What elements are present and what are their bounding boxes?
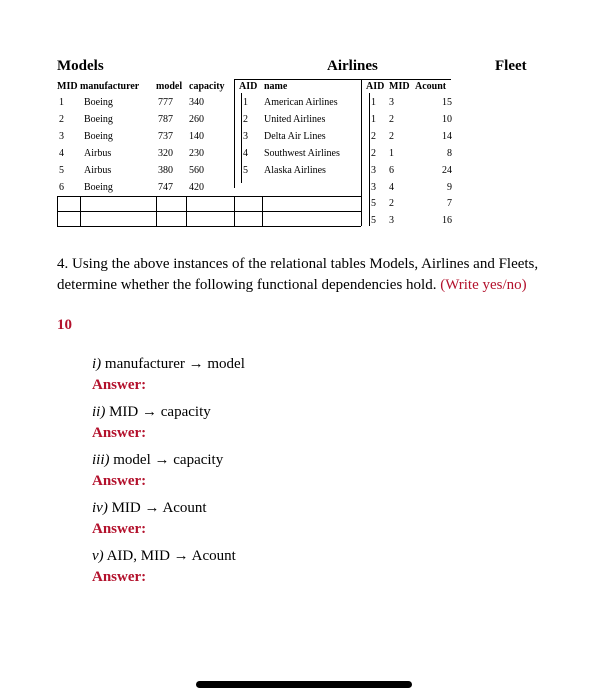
fleet-cell: 2 — [371, 131, 376, 142]
empty-grid-line — [234, 196, 235, 226]
fleet-cell: 10 — [442, 114, 452, 125]
airlines-cell: 5 — [243, 165, 248, 176]
fleet-cell: 7 — [447, 198, 452, 209]
models-cell: 777 — [158, 97, 173, 108]
dependency-item — [92, 452, 223, 469]
models-cell: 320 — [158, 148, 173, 159]
models-cell: 2 — [59, 114, 64, 125]
dependency-arrow: → — [144, 500, 160, 516]
fleet-aid-border — [369, 93, 370, 226]
dependency-lhs: MID — [109, 404, 139, 420]
empty-grid-line — [262, 196, 263, 226]
models-cell: Airbus — [84, 148, 112, 159]
models-header-model: model — [156, 81, 183, 92]
airlines-cell: Southwest Airlines — [264, 148, 340, 159]
airlines-header-name: name — [264, 81, 288, 92]
dependency-item — [92, 404, 211, 421]
fleet-cell: 24 — [442, 165, 452, 176]
fleet-title: Fleet — [495, 58, 527, 74]
airlines-cell: 3 — [243, 131, 248, 142]
airlines-cell: 2 — [243, 114, 248, 125]
models-cell: Boeing — [84, 97, 113, 108]
fleet-header-aid: AID — [366, 81, 385, 92]
models-cell: 737 — [158, 131, 173, 142]
models-cell: 787 — [158, 114, 173, 125]
fleet-cell: 2 — [389, 114, 394, 125]
dependency-item — [92, 548, 236, 565]
empty-grid-line — [156, 196, 157, 226]
airlines-cell: 1 — [243, 97, 248, 108]
models-cell: 3 — [59, 131, 64, 142]
fleet-cell: 4 — [389, 182, 394, 193]
question-instruction: (Write yes/no) — [440, 277, 527, 293]
fleet-cell: 8 — [447, 148, 452, 159]
dependency-number: iv) — [92, 500, 108, 516]
models-header-capacity: capacity — [189, 81, 225, 92]
models-cell: 6 — [59, 182, 64, 193]
dependency-item — [92, 500, 207, 517]
fleet-cell: 6 — [389, 165, 394, 176]
answer-label: Answer: — [92, 521, 147, 537]
dependency-lhs: manufacturer — [104, 356, 185, 372]
fleet-cell: 3 — [371, 182, 376, 193]
fleet-left-border — [361, 79, 362, 226]
fleet-top-border — [361, 79, 451, 80]
dependency-rhs: Acount — [191, 548, 236, 564]
fleet-header-mid: MID — [389, 81, 410, 92]
models-cell: Airbus — [84, 165, 112, 176]
dependency-arrow: → — [142, 404, 158, 420]
answer-label: Answer: — [92, 425, 147, 441]
fleet-cell: 2 — [389, 131, 394, 142]
dependency-arrow: → — [173, 548, 189, 564]
dependency-lhs: model — [113, 452, 151, 468]
answer-label: Answer: — [92, 377, 147, 393]
dependency-arrow: → — [154, 452, 170, 468]
models-cell: 420 — [189, 182, 204, 193]
models-cell: 4 — [59, 148, 64, 159]
answer-label: Answer: — [92, 569, 147, 585]
dependency-lhs: MID — [111, 500, 141, 516]
airlines-cell: 4 — [243, 148, 248, 159]
dependency-number: iii) — [92, 452, 110, 468]
question-body: 4. Using the above instances of the relational tables Models, Airlines and Fleets, determine whether the following functional dependencies hold. — [57, 256, 539, 293]
airlines-cell: Delta Air Lines — [264, 131, 326, 142]
dependency-item — [92, 356, 245, 373]
fleet-cell: 5 — [371, 215, 376, 226]
empty-grid-line — [57, 196, 361, 197]
dependency-rhs: capacity — [173, 452, 224, 468]
fleet-header-acount: Acount — [415, 81, 447, 92]
airlines-top-border — [234, 79, 361, 80]
airlines-left-border — [234, 79, 235, 188]
fleet-cell: 16 — [442, 215, 452, 226]
home-indicator — [196, 681, 412, 688]
fleet-cell: 5 — [371, 198, 376, 209]
fleet-cell: 15 — [442, 97, 452, 108]
fleet-cell: 2 — [389, 198, 394, 209]
airlines-cell: Alaska Airlines — [264, 165, 326, 176]
fleet-cell: 3 — [371, 165, 376, 176]
fleet-cell: 1 — [371, 114, 376, 125]
empty-grid-line — [57, 196, 58, 226]
fleet-cell: 2 — [371, 148, 376, 159]
models-cell: 5 — [59, 165, 64, 176]
models-cell: 380 — [158, 165, 173, 176]
models-cell: 260 — [189, 114, 204, 125]
dependency-rhs: model — [207, 356, 245, 372]
fleet-cell: 1 — [389, 148, 394, 159]
models-header-manufacturer: manufacturer — [80, 81, 140, 92]
fleet-cell: 3 — [389, 97, 394, 108]
empty-grid-line — [186, 196, 187, 226]
airlines-header-aid: AID — [239, 81, 258, 92]
empty-grid-line — [57, 211, 361, 212]
dependency-number: ii) — [92, 404, 106, 420]
question-points: 10 — [57, 317, 72, 333]
models-header-mid: MID — [57, 81, 78, 92]
models-cell: 340 — [189, 97, 204, 108]
dependency-lhs: AID, MID — [106, 548, 170, 564]
fleet-cell: 14 — [442, 131, 452, 142]
airlines-title: Airlines — [327, 58, 378, 74]
fleet-cell: 1 — [371, 97, 376, 108]
airlines-cell: United Airlines — [264, 114, 326, 125]
models-cell: 560 — [189, 165, 204, 176]
models-cell: Boeing — [84, 182, 113, 193]
dependency-number: v) — [92, 548, 104, 564]
airlines-cell: American Airlines — [264, 97, 338, 108]
dependency-arrow: → — [188, 356, 204, 372]
dependency-number: i) — [92, 356, 102, 372]
question-text — [57, 254, 552, 296]
fleet-cell: 9 — [447, 182, 452, 193]
empty-grid-line — [80, 196, 81, 226]
fleet-cell: 3 — [389, 215, 394, 226]
dependency-rhs: capacity — [160, 404, 211, 420]
models-cell: 230 — [189, 148, 204, 159]
airlines-aid-border — [241, 93, 242, 183]
models-cell: 747 — [158, 182, 173, 193]
dependency-rhs: Acount — [162, 500, 207, 516]
models-cell: 140 — [189, 131, 204, 142]
models-cell: 1 — [59, 97, 64, 108]
models-title: Models — [57, 58, 104, 74]
empty-grid-line — [57, 226, 361, 227]
models-cell: Boeing — [84, 114, 113, 125]
answer-label: Answer: — [92, 473, 147, 489]
models-cell: Boeing — [84, 131, 113, 142]
